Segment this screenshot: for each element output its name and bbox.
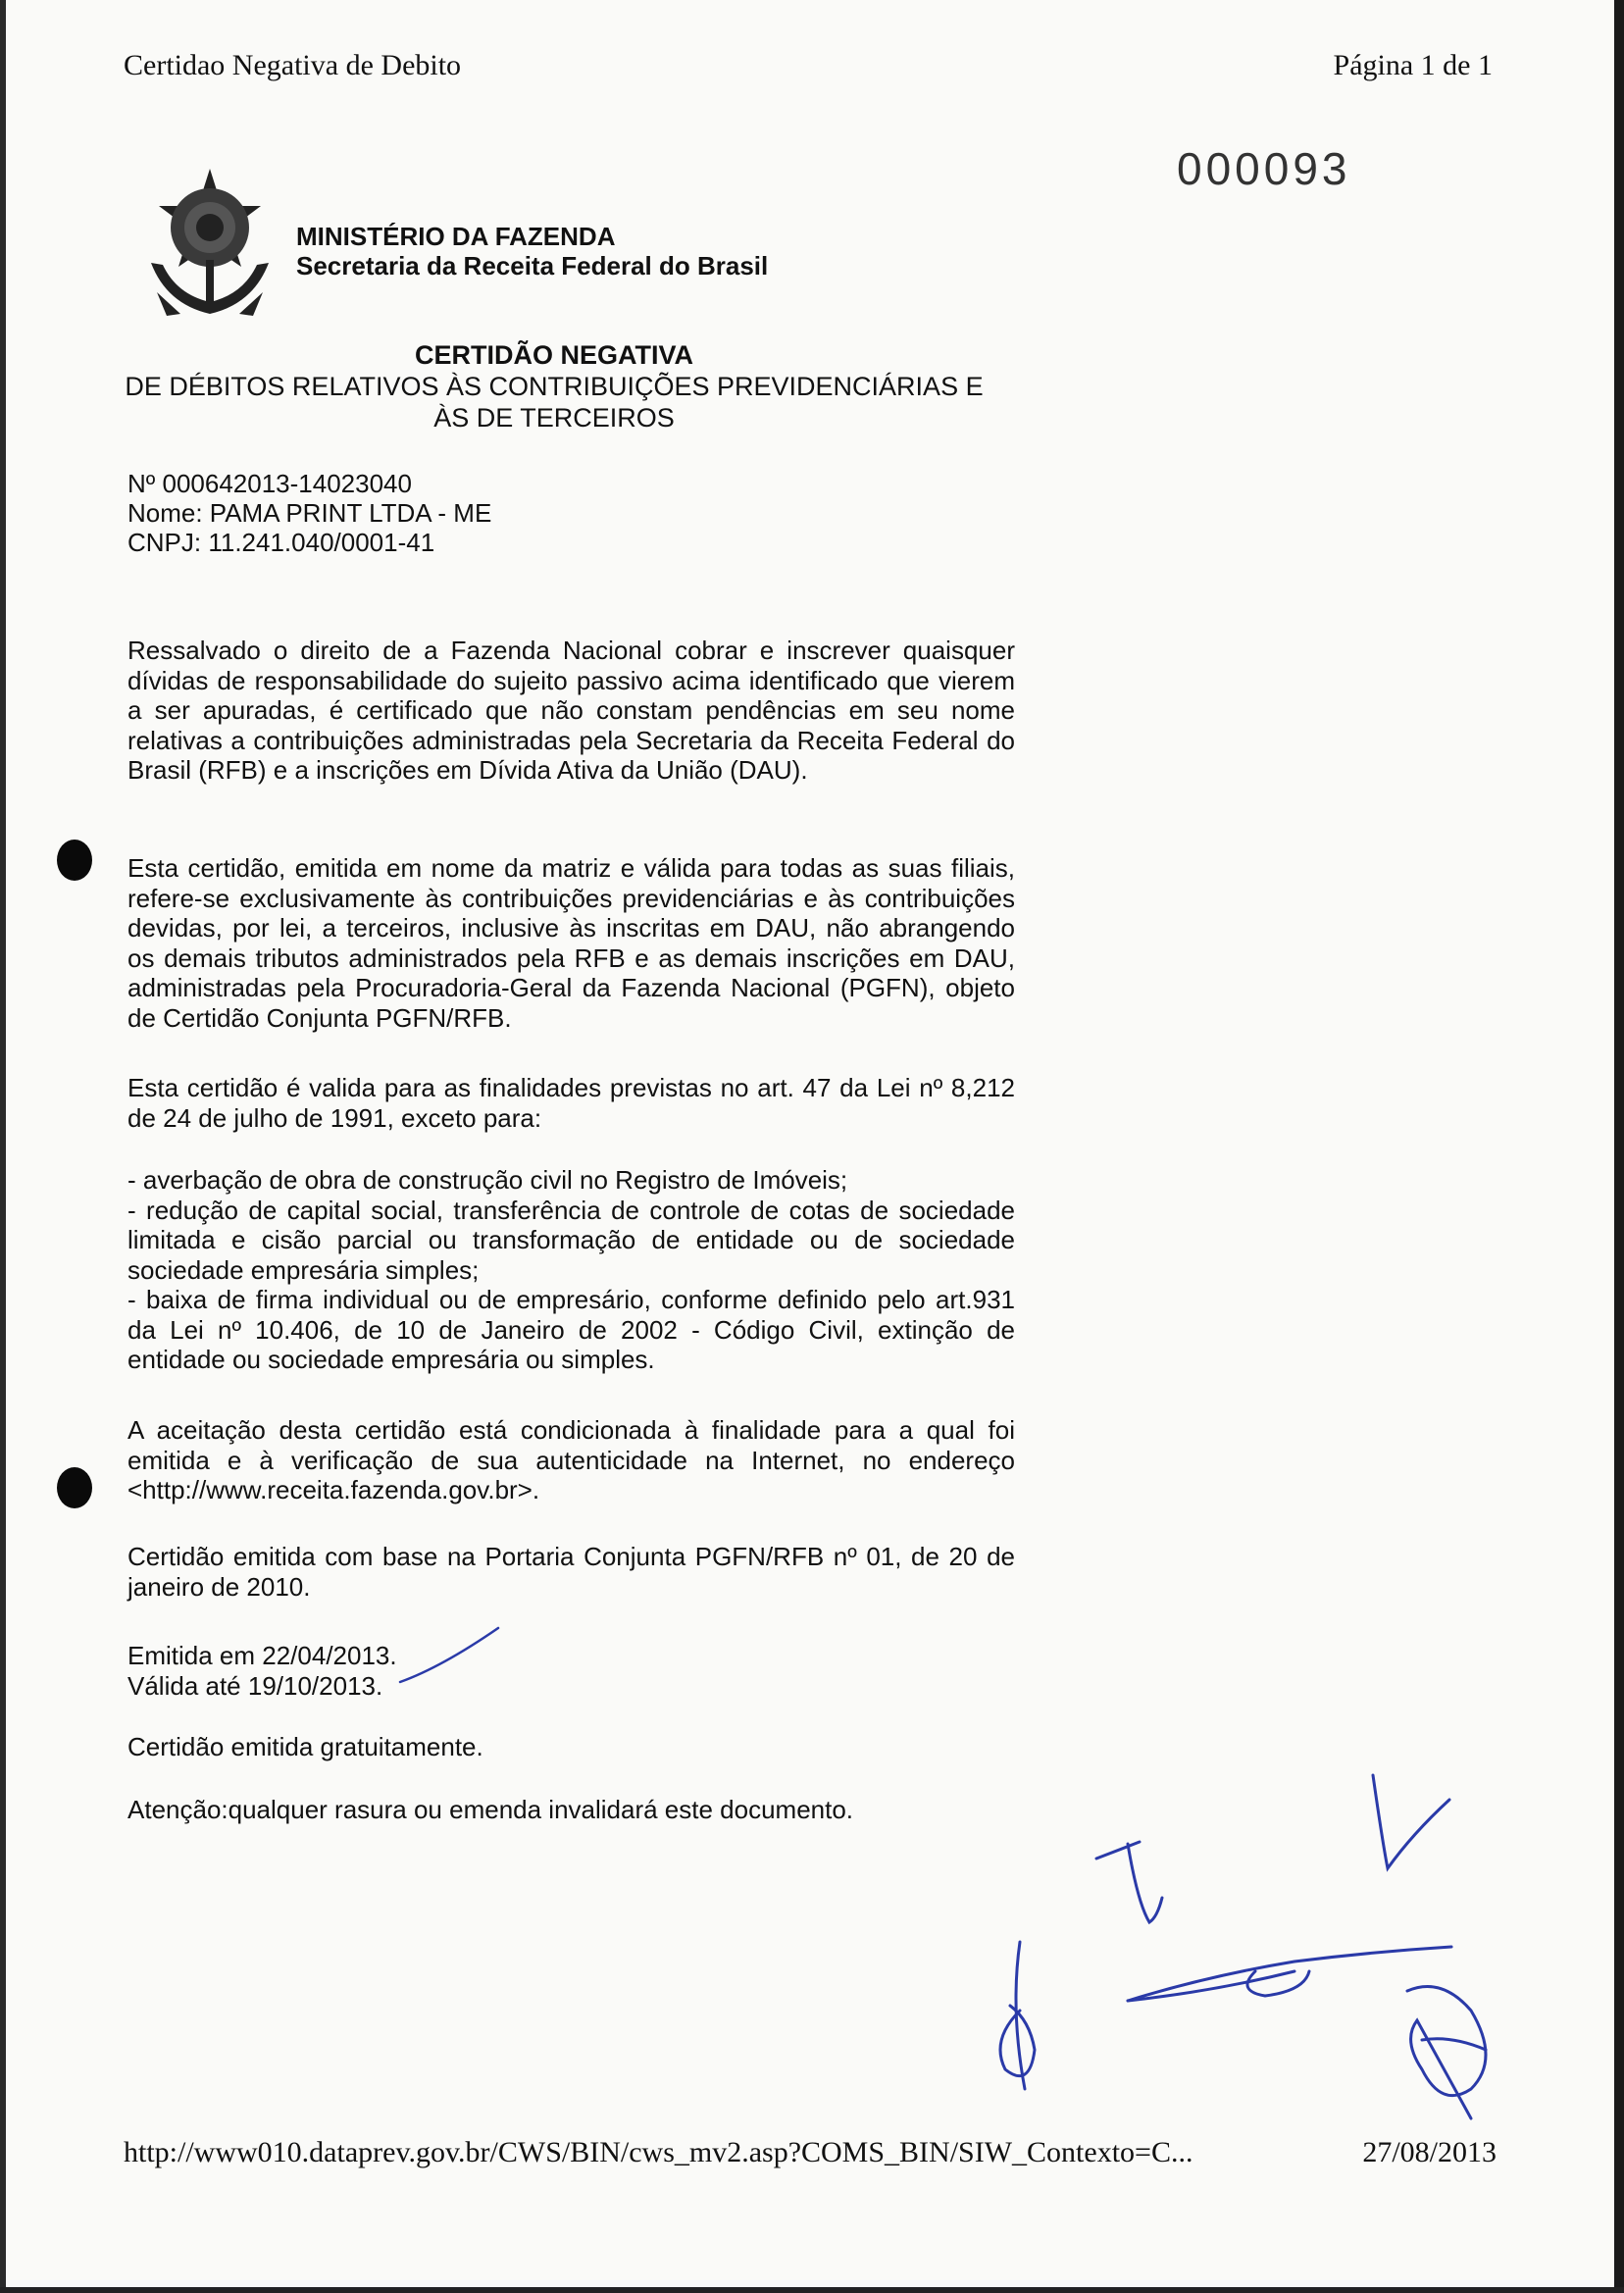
paragraph-2-text: Esta certidão, emitida em nome da matriz e válida para todas as suas filiais, refere-se exclusivamente às contribuições previdenciárias e às contribuições devidas, por lei, a terceiros, inclusive às inscritas em DAU, não abrangendo os demais tributos administrados pela RFB e as demais inscrições em DAU, administradas pela Procuradoria-Geral da Fazenda Nacional (PGFN), objeto de Certidão Conjunta PGFN/RFB. xyxy=(127,853,1015,1033)
certificate-title-line3: ÀS DE TERCEIROS xyxy=(433,403,675,433)
certificate-title-line1: CERTIDÃO NEGATIVA xyxy=(414,340,693,370)
punch-hole xyxy=(57,1467,92,1508)
warning-notice-text: Atenção:qualquer rasura ou emenda invalidará este documento. xyxy=(127,1795,854,1824)
scan-border-left xyxy=(0,0,6,2293)
free-notice-text: Certidão emitida gratuitamente. xyxy=(127,1732,483,1761)
warning-notice xyxy=(127,1795,1015,1825)
certificate-number: Nº 000642013-14023040 xyxy=(127,469,412,498)
paragraph-5 xyxy=(127,1415,1015,1505)
validity-block xyxy=(127,1641,1015,1701)
identification-block xyxy=(127,469,491,557)
header-page-number: Página 1 de 1 xyxy=(1333,49,1493,81)
secretariat-name: Secretaria da Receita Federal do Brasil xyxy=(296,251,769,280)
paragraph-5-text: A aceitação desta certidão está condicionada à finalidade para a qual foi emitida e à verificação de sua autenticidade na Internet, no endereço <http://www.receita.fazenda.gov.br>. xyxy=(127,1415,1015,1504)
paragraph-6 xyxy=(127,1542,1015,1602)
paragraph-2 xyxy=(127,853,1015,1033)
free-notice xyxy=(127,1732,1015,1762)
company-cnpj: CNPJ: 11.241.040/0001-41 xyxy=(127,528,435,557)
ministry-name: MINISTÉRIO DA FAZENDA xyxy=(296,222,616,251)
issued-date: Emitida em 22/04/2013. xyxy=(127,1641,397,1670)
paragraph-1-text: Ressalvado o direito de a Fazenda Nacional cobrar e inscrever quaisquer dívidas de responsabilidade do sujeito passivo acima identificado que vierem a ser apuradas, é certificado que não constam pendências em seu nome relativas a contribuições administradas pela Secretaria da Receita Federal do Brasil (RFB) e a inscrições em Dívida Ativa da União (DAU). xyxy=(127,636,1015,785)
paragraph-1 xyxy=(127,636,1015,786)
footer-date: 27/08/2013 xyxy=(1362,2136,1497,2168)
scan-border-bottom xyxy=(0,2287,1624,2293)
exception-item: - averbação de obra de construção civil no Registro de Imóveis; xyxy=(127,1165,848,1195)
exception-item: - redução de capital social, transferência de controle de cotas de sociedade limitada e cisão parcial ou transformação de entidade ou de sociedade sociedade empresária simples; xyxy=(127,1195,1015,1285)
exceptions-list xyxy=(127,1165,1015,1375)
paragraph-6-text: Certidão emitida com base na Portaria Conjunta PGFN/RFB nº 01, de 20 de janeiro de 2010. xyxy=(127,1542,1015,1602)
certificate-title xyxy=(98,339,1010,433)
header-title: Certidao Negativa de Debito xyxy=(124,49,462,81)
scan-border-right xyxy=(1614,0,1624,2293)
company-name: Nome: PAMA PRINT LTDA - ME xyxy=(127,498,492,528)
paragraph-3 xyxy=(127,1073,1015,1133)
signature-initials xyxy=(1000,1775,1486,2118)
paragraph-3-text: Esta certidão é valida para as finalidades previstas no art. 47 da Lei nº 8,212 de 24 de julho de 1991, exceto para: xyxy=(127,1073,1015,1133)
footer-url: http://www010.dataprev.gov.br/CWS/BIN/cws_mv2.asp?COMS_BIN/SIW_Contexto=C... xyxy=(124,2136,1193,2168)
certificate-title-line2: DE DÉBITOS RELATIVOS ÀS CONTRIBUIÇÕES PREVIDENCIÁRIAS E xyxy=(125,372,984,401)
exception-item: - baixa de firma individual ou de empresário, conforme definido pelo art.931 da Lei nº 10.406, de 10 de Janeiro de 2002 - Código Civil, extinção de entidade ou sociedade empresária ou simples. xyxy=(127,1285,1015,1374)
valid-until-date: Válida até 19/10/2013. xyxy=(127,1670,383,1701)
stamp-number: 000093 xyxy=(1177,143,1351,194)
coat-of-arms-icon xyxy=(137,167,282,322)
punch-hole xyxy=(57,840,92,881)
issuer-block xyxy=(296,222,768,280)
